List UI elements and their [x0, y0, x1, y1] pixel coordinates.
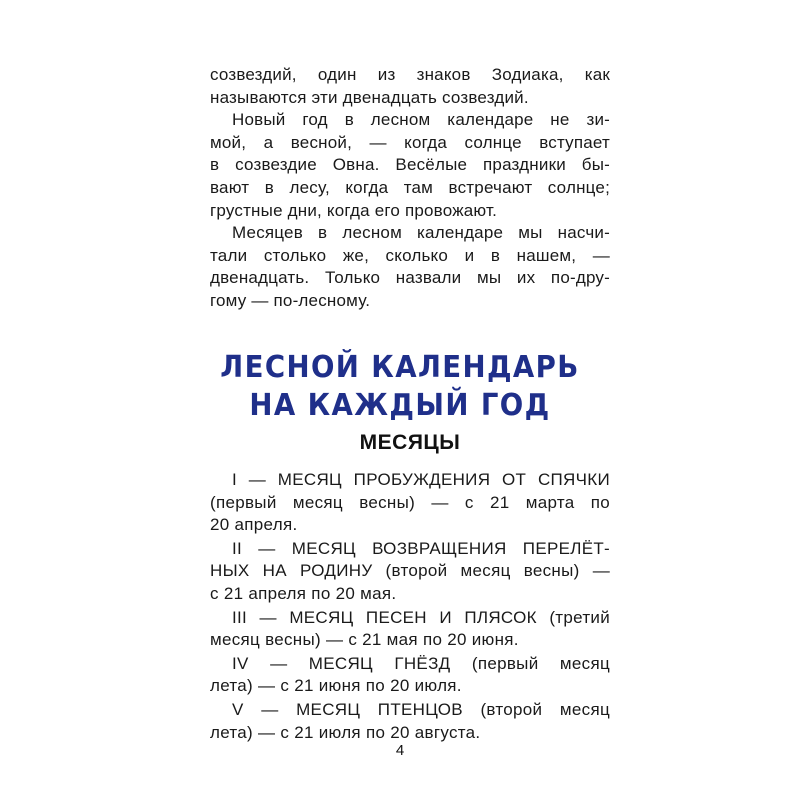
section-heading: МЕСЯЦЫ: [359, 431, 461, 454]
chapter-title-line-2: НА КАЖДЫЙ ГОД: [249, 388, 551, 423]
text-line: НЫХ НА РОДИНУ (второй месяц весны) —: [210, 561, 610, 581]
month-entry: [210, 699, 610, 744]
text-line: созвездий, один из знаков Зодиака, как: [210, 65, 610, 84]
text-line: Новый год в лесном календаре не зи-: [232, 110, 610, 130]
paragraph-3: [210, 222, 610, 312]
text-line: лета) — с 21 июня по 20 июля.: [210, 676, 462, 696]
text-line: IV — МЕСЯЦ ГНЁЗД (первый месяц: [232, 653, 610, 673]
text-line: тали столько же, сколько и в нашем, —: [210, 245, 610, 265]
text-line: вают в лесу, когда там встречают солнце;: [210, 177, 610, 197]
text-line: гому — по-лесному.: [210, 290, 371, 310]
chapter-title-line-1: ЛЕСНОЙ КАЛЕНДАРЬ: [220, 350, 580, 385]
text-line: II — МЕСЯЦ ВОЗВРАЩЕНИЯ ПЕРЕЛЁТ-: [232, 538, 610, 558]
text-line: Месяцев в лесном календаре мы насчи-: [232, 223, 610, 243]
month-entry: [210, 469, 610, 537]
paragraph-1: [210, 64, 610, 109]
text-line: лета) — с 21 июля по 20 августа.: [210, 722, 481, 742]
month-entry: [210, 538, 610, 606]
chapter-title: [216, 349, 584, 425]
month-entry: [210, 653, 610, 698]
months-list: [210, 469, 610, 745]
text-line: в созвездие Овна. Весёлые праздники бы-: [210, 155, 610, 175]
text-line: 20 апреля.: [210, 515, 298, 535]
text-line: мой, а весной, — когда солнце вступает: [210, 132, 610, 152]
text-line: месяц весны) — с 21 мая по 20 июня.: [210, 630, 519, 650]
intro-text: [210, 64, 610, 313]
text-line: называются эти двенадцать созвездий.: [210, 87, 529, 107]
month-entry: [210, 607, 610, 652]
page-number: 4: [395, 742, 405, 759]
text-line: двенадцать. Только назвали мы их по-дру-: [210, 268, 610, 288]
text-line: с 21 апреля по 20 мая.: [210, 583, 397, 603]
text-line: (первый месяц весны) — с 21 марта по: [210, 492, 610, 512]
paragraph-2: [210, 109, 610, 222]
text-line: грустные дни, когда его провожают.: [210, 200, 498, 220]
text-line: I — МЕСЯЦ ПРОБУЖДЕНИЯ ОТ СПЯЧКИ: [232, 470, 610, 489]
text-line: III — МЕСЯЦ ПЕСЕН И ПЛЯСОК (третий: [232, 607, 610, 627]
text-line: V — МЕСЯЦ ПТЕНЦОВ (второй месяц: [232, 699, 610, 719]
